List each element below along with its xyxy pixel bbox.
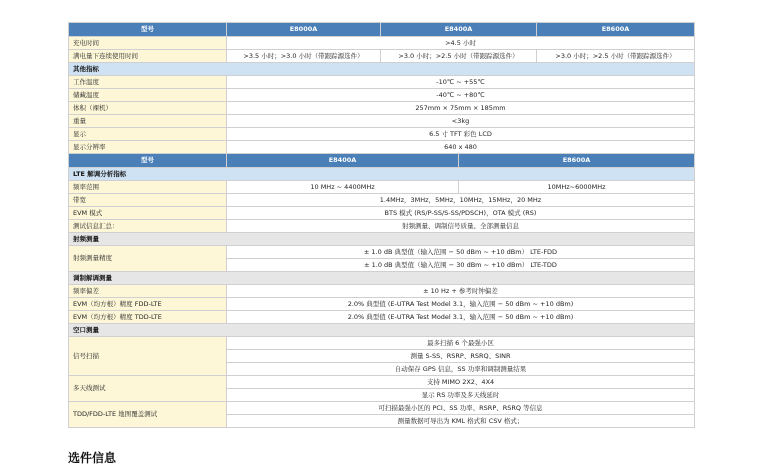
row-value: 10 MHz ~ 4400MHz xyxy=(227,181,459,194)
row-value: 10MHz~6000MHz xyxy=(459,181,695,194)
table-row xyxy=(69,337,695,350)
section-title: 射频测量 xyxy=(69,233,695,246)
row-label: 频率范围 xyxy=(69,181,227,194)
table-row xyxy=(69,220,695,233)
table-row xyxy=(69,298,695,311)
row-value: 可扫描最强小区的 PCI、SS 功率、RSRP、RSRQ 等信息 xyxy=(227,402,695,415)
row-value: 显示 RS 功率及多天线延时 xyxy=(227,389,695,402)
table-row xyxy=(69,246,695,259)
row-value: >3.5 小时；>3.0 小时（带跟踪源选件） xyxy=(227,50,381,63)
row-label: EVM（均方根）精度 TDD-LTE xyxy=(69,311,227,324)
options-section-title: 选件信息 xyxy=(68,451,117,465)
table-row xyxy=(69,50,695,63)
table-row xyxy=(69,402,695,415)
table-row xyxy=(69,194,695,207)
row-label: 储藏温度 xyxy=(69,89,227,102)
table-row xyxy=(69,181,695,194)
row-value: 1.4MHz，3MHz，5MHz，10MHz，15MHz，20 MHz xyxy=(227,194,695,207)
row-value: 最多扫描 6 个最强小区 xyxy=(227,337,695,350)
row-value: 6.5 寸 TFT 彩色 LCD xyxy=(227,128,695,141)
row-value: <3kg xyxy=(227,115,695,128)
section-title: 调制解调测量 xyxy=(69,272,695,285)
row-label: EVM 模式 xyxy=(69,207,227,220)
model-header: 型号 xyxy=(69,154,227,168)
section-row-rf xyxy=(69,233,695,246)
row-value: -10℃ ~ +55℃ xyxy=(227,76,695,89)
table-row xyxy=(69,37,695,50)
model-e8600a-header: E8600A xyxy=(537,23,695,37)
row-value: 2.0% 典型值 (E-UTRA Test Model 3.1，输入范围 − 50 dBm ~ +10 dBm) xyxy=(227,298,695,311)
model-e8600a-header: E8600A xyxy=(459,154,695,168)
row-value: 射频测量、调制信号质量、全部测量信息 xyxy=(227,220,695,233)
row-value: >4.5 小时 xyxy=(227,37,695,50)
section-row-mod xyxy=(69,272,695,285)
table-header-row-2 xyxy=(69,154,695,168)
model-e8400a-header: E8400A xyxy=(227,154,459,168)
section-title: LTE 解调分析指标 xyxy=(69,168,695,181)
row-label: 射频测量精度 xyxy=(69,246,227,272)
row-value: ± 10 Hz + 参考时钟偏差 xyxy=(227,285,695,298)
table-row xyxy=(69,89,695,102)
section-row-lte xyxy=(69,168,695,181)
row-label: 充电时间 xyxy=(69,37,227,50)
model-e8400a-header: E8400A xyxy=(381,23,537,37)
table-row xyxy=(69,115,695,128)
row-value: 测量 S-SS、RSRP、RSRQ、SINR xyxy=(227,350,695,363)
section-row-air xyxy=(69,324,695,337)
section-title: 空口测量 xyxy=(69,324,695,337)
row-label: EVM（均方根）精度 FDD-LTE xyxy=(69,298,227,311)
section-row-other xyxy=(69,63,695,76)
row-value: 测量数据可导出为 KML 格式和 CSV 格式； xyxy=(227,415,695,428)
row-value: >3.0 小时；>2.5 小时（带跟踪源选件） xyxy=(381,50,537,63)
row-value: 支持 MIMO 2X2、4X4 xyxy=(227,376,695,389)
row-value: BTS 模式 (RS/P-SS/S-SS/PDSCH)，OTA 模式 (RS) xyxy=(227,207,695,220)
table-row xyxy=(69,141,695,154)
table-row xyxy=(69,76,695,89)
row-label: 显示分辨率 xyxy=(69,141,227,154)
row-value: -40℃ ~ +80℃ xyxy=(227,89,695,102)
row-label: TDD/FDD-LTE 地图覆盖测试 xyxy=(69,402,227,428)
row-value: >3.0 小时；>2.5 小时（带跟踪源选件） xyxy=(537,50,695,63)
model-e8000a-header: E8000A xyxy=(227,23,381,37)
spec-table xyxy=(68,22,695,428)
row-value: 2.0% 典型值 (E-UTRA Test Model 3.1，输入范围 − 50 dBm ~ +10 dBm) xyxy=(227,311,695,324)
row-label: 多天线测试 xyxy=(69,376,227,402)
row-value: 257mm × 75mm × 185mm xyxy=(227,102,695,115)
row-label: 信号扫描 xyxy=(69,337,227,376)
row-value: ± 1.0 dB 典型值（输入范围 − 50 dBm ~ +10 dBm） LTE-FDD xyxy=(227,246,695,259)
row-value: ± 1.0 dB 典型值（输入范围 − 30 dBm ~ +10 dBm） LTE-TDD xyxy=(227,259,695,272)
row-label: 显示 xyxy=(69,128,227,141)
table-row xyxy=(69,285,695,298)
row-label: 频率偏差 xyxy=(69,285,227,298)
table-row xyxy=(69,376,695,389)
row-value: 640 x 480 xyxy=(227,141,695,154)
row-label: 体积（裸机） xyxy=(69,102,227,115)
section-title: 其他指标 xyxy=(69,63,695,76)
model-header: 型号 xyxy=(69,23,227,37)
row-label: 测试信息汇总： xyxy=(69,220,227,233)
row-label: 工作温度 xyxy=(69,76,227,89)
table-header-row xyxy=(69,23,695,37)
row-label: 满电量下连续使用时间 xyxy=(69,50,227,63)
row-value: 自动保存 GPS 信息，SS 功率和调制测量结果 xyxy=(227,363,695,376)
table-row xyxy=(69,311,695,324)
row-label: 重量 xyxy=(69,115,227,128)
row-label: 带宽 xyxy=(69,194,227,207)
table-row xyxy=(69,207,695,220)
table-row xyxy=(69,128,695,141)
table-row xyxy=(69,102,695,115)
